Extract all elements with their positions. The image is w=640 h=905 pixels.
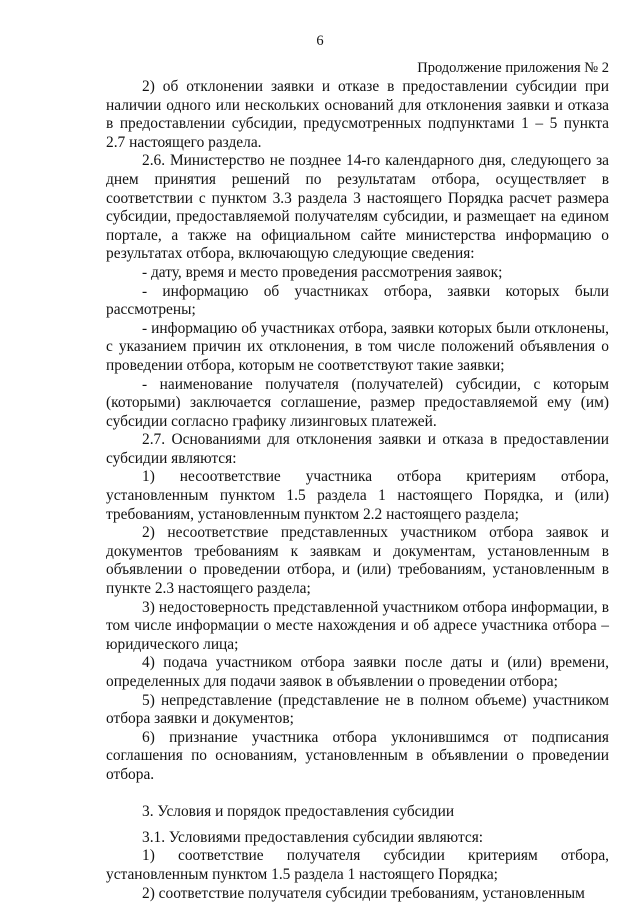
paragraph: 2) об отклонении заявки и отказе в предоставлении субсидии при наличии одного или нескольких оснований для отклонения заявки и отказа в предоставлении субсидии, предусмотренных подпунктами 1 – 5 пункта 2.7 настоящего раздела. (106, 78, 609, 151)
appendix-note: Продолжение приложения № 2 (417, 60, 609, 76)
list-item: - информацию об участниках отбора, заявки которых были рассмотрены; (106, 282, 609, 319)
list-item: - наименование получателя (получателей) субсидии, с которым (которыми) заключается соглашение, размер предоставляемой ему (им) субсидии согласно графику лизинговых платежей. (106, 375, 609, 430)
list-item: 4) подача участником отбора заявки после даты и (или) времени, определенных для подачи заявок в объявлении о проведении отбора; (106, 654, 609, 690)
list-item: - информацию об участниках отбора, заявки которых были отклонены, с указанием причин их отклонения, в том числе положений объявления о проведении отбора, которым не соответствуют такие заявки; (106, 319, 609, 374)
list-item: 1) несоответствие участника отбора критериям отбора, установленным пунктом 1.5 раздела 1 настоящего Порядка, и (или) требованиям, установленным пунктом 2.2 настоящего раздела; (106, 468, 609, 523)
paragraph: 3.1. Условиями предоставления субсидии являются: (142, 828, 484, 846)
list-item: 1) соответствие получателя субсидии критериям отбора, установленным пунктом 1.5 раздела 1 настоящего Порядка; (106, 847, 609, 883)
list-item: 5) непредставление (представление не в полном объеме) участником отбора заявки и документов; (106, 691, 609, 728)
paragraph: 2.6. Министерство не позднее 14-го календарного дня, следующего за днем принятия решений по результатам отбора, осуществляет в соответствии с пунктом 3.3 раздела 3 настоящего Порядка расчет размера субсидии, предоставляемой получателям субсидии, и размещает на едином портале, а также на официальном сайте министерства информацию о результатах отбора, включающую следующие сведения: (106, 152, 609, 263)
list-item: 3) недостоверность представленной участником отбора информации, в том числе информации о месте нахождения и об адресе участника отбора – юридического лица; (106, 598, 609, 653)
paragraph: 2.7. Основаниями для отклонения заявки и отказа в предоставлении субсидии являются: (106, 431, 609, 467)
section-heading: 3. Условия и порядок предоставления субсидии (142, 803, 455, 821)
list-item: 6) признание участника отбора уклонившимся от подписания соглашения по основаниям, установленным в объявлении о проведении отбора. (106, 728, 609, 783)
list-item: - дату, время и место проведения рассмотрения заявок; (142, 263, 503, 281)
document-body (106, 78, 609, 903)
page-number: 6 (316, 33, 324, 49)
list-item: 2) несоответствие представленных участником отбора заявок и документов требованиям к заявкам и документам, установленным в объявлении о проведении отбора, и (или) требованиям, установленным в пункте 2.3 настоящего раздела; (106, 524, 609, 598)
list-item: 2) соответствие получателя субсидии требованиям, установленным (142, 884, 585, 902)
